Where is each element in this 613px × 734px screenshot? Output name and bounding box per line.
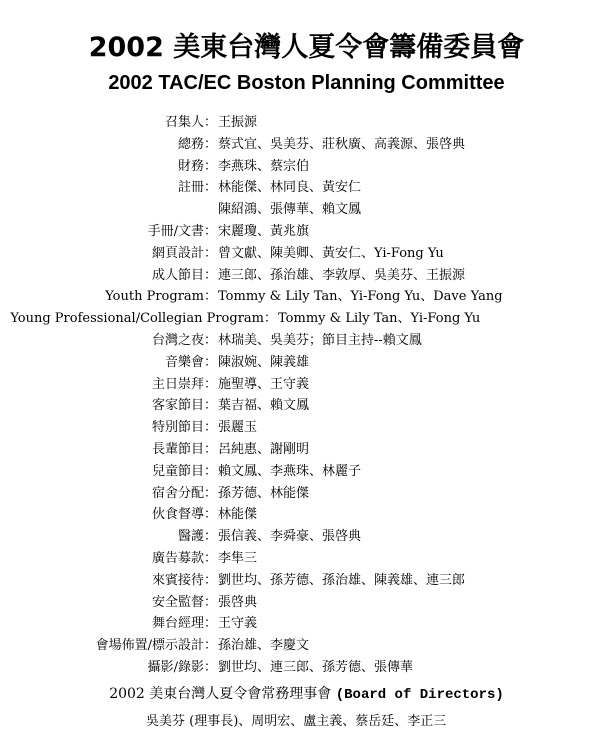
roster-members: 陳紹鴻、張傳華、賴文鳳 [218,202,362,218]
roster-role: 舞台經理： [151,616,217,632]
roster-role: 廣告募款： [151,550,217,566]
roster-members: 林瑞美、吳美芬；節目主持--賴文鳳 [218,332,422,348]
roster-members: 蔡式宜、吳美芬、莊秋廣、高義源、張啓典 [218,136,466,152]
roster-role: 來賓接待： [151,572,217,588]
roster-members: 張信義、李舜豪、張啓典 [218,529,362,545]
page-subtitle: 2002 TAC/EC Boston Planning Committee [108,72,505,94]
roster-role: 兒童節目： [151,463,217,479]
roster-row [0,134,613,156]
roster-row [0,548,613,570]
roster-members: 劉世均、孫芳德、孫治雄、陳義雄、連三郎 [218,572,466,588]
roster-members: Tommy & Lily Tan、Yi-Fong Yu [278,311,481,327]
roster-role: 財務： [177,158,217,174]
roster-row [0,417,613,439]
roster-members: 王守義 [218,616,258,632]
board-members: 吳美芬 (理事長)、周明宏、盧主義、蔡岳廷、李正三 [146,714,447,729]
roster-row [0,395,613,417]
roster-role: 安全監督： [151,594,217,610]
roster-row [0,112,613,134]
roster-row [0,243,613,265]
page-title: 2002 美東台灣人夏令會籌備委員會 [88,32,525,63]
roster-members: 葉吉福、賴文鳳 [218,398,310,414]
roster-row [0,352,613,374]
roster-role: 總務： [177,136,217,152]
roster-role: 註冊： [177,180,217,196]
roster-members: 施聖導、王守義 [218,376,310,392]
roster-row [0,177,613,199]
roster-row [0,635,613,657]
roster-row [0,308,613,330]
roster-members: 林能傑、林同良、黃安仁 [218,180,362,196]
board-heading-en: (Board of Directors) [335,687,504,703]
board-heading-zh: 2002 美東台灣人夏令會常務理事會 [109,686,332,702]
roster-role: 特別節目： [151,420,217,436]
roster-row [0,461,613,483]
roster-row [0,439,613,461]
roster-members: 呂純惠、謝剛明 [218,441,310,457]
roster-members: 林能傑 [218,507,258,523]
roster-role: 攝影/錄影： [147,659,217,675]
roster-members: 賴文鳳、李燕珠、林麗子 [218,463,362,479]
roster-role: 客家節目： [151,398,217,414]
roster-row [0,570,613,592]
roster-role: 長輩節目： [151,441,217,457]
roster-members: 宋麗瓊、黃兆旗 [218,223,310,239]
roster-row [0,221,613,243]
roster-role: 召集人： [164,115,217,130]
roster-role: 成人節目： [151,267,217,283]
roster-row [0,526,613,548]
roster-members: 張啓典 [218,594,258,610]
roster-row [0,156,613,178]
board-heading [0,684,613,705]
roster-role: 醫護： [177,529,217,545]
roster-role: 會場佈置/標示設計： [95,638,217,654]
roster-members: 曾文獻、陳美卿、黃安仁、Yi-Fong Yu [218,245,444,261]
roster-row [0,483,613,505]
roster-row [0,657,613,679]
roster-members: 李燕珠、蔡宗伯 [218,158,310,174]
roster-role: 手冊/文書： [147,223,217,239]
roster-role: 主日崇拜： [151,376,217,392]
roster-role: 網頁設計： [151,245,217,261]
roster-role: 台灣之夜： [151,332,217,348]
roster-row [0,199,613,221]
roster-role: 音樂會： [164,354,217,370]
roster-members: 孫芳德、林能傑 [218,485,310,501]
roster-members: 劉世均、連三郎、孫芳德、張傳華 [218,659,414,675]
roster-members: 王振源 [218,115,258,130]
roster-members: 李隼三 [218,550,258,566]
roster-row [0,504,613,526]
roster-row [0,330,613,352]
roster-role: Youth Program： [105,289,217,305]
roster-members: 陳淑婉、陳義雄 [218,354,310,370]
roster-row [0,613,613,635]
roster-members: Tommy & Lily Tan、Yi-Fong Yu、Dave Yang [218,289,503,305]
roster-role: Young Professional/Collegian Program： [10,311,277,327]
roster-members: 連三郎、孫治雄、李敦厚、吳美芬、王振源 [218,267,466,283]
roster-row [0,286,613,308]
roster-members: 張麗玉 [218,420,258,436]
roster-row [0,374,613,396]
roster-role: 伙食督導： [151,507,217,523]
roster-members: 孫治雄、李慶文 [218,638,310,654]
roster-role: 宿舍分配： [151,485,217,501]
roster-row [0,592,613,614]
committee-roster [0,112,613,679]
roster-row [0,265,613,287]
